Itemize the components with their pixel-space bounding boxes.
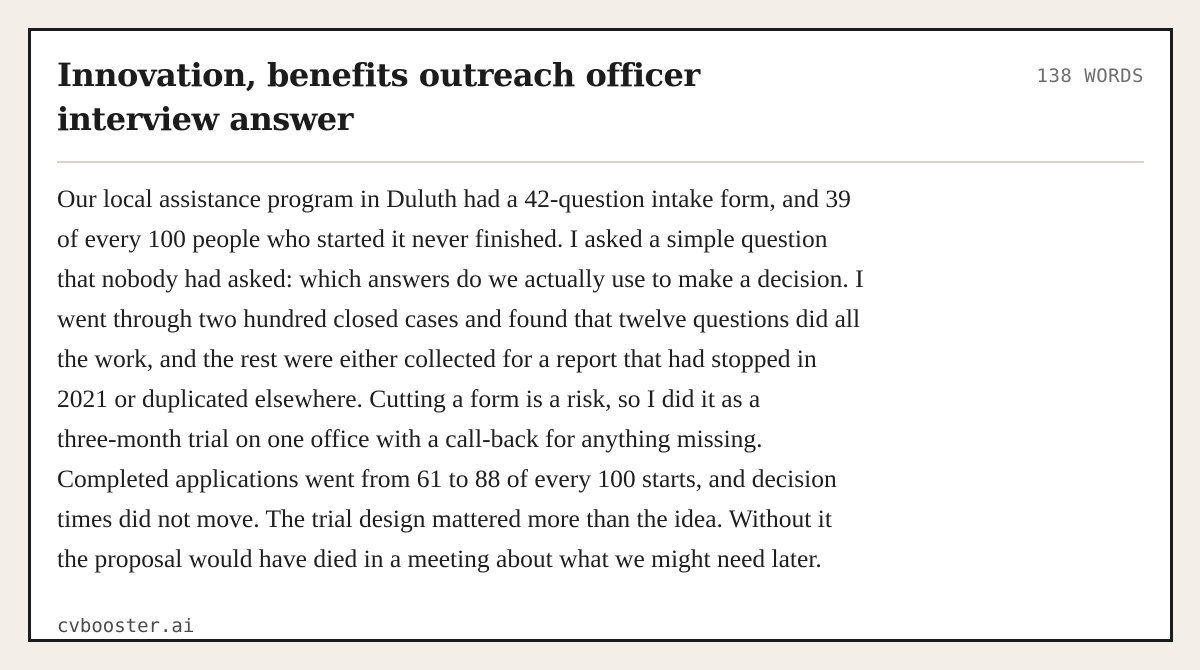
answer-line: the proposal would have died in a meeting about what we might need later. bbox=[57, 544, 822, 573]
answer-line: the work, and the rest were either collected for a report that had stopped in bbox=[57, 344, 817, 373]
answer-line: times did not move. The trial design mattered more than the idea. Without it bbox=[57, 504, 832, 533]
answer-line: that nobody had asked: which answers do we actually use to make a decision. I bbox=[57, 264, 864, 293]
answer-body bbox=[57, 179, 1017, 579]
answer-line: went through two hundred closed cases and found that twelve questions did all bbox=[57, 304, 861, 333]
answer-title: Innovation, benefits outreach officer interview answer bbox=[57, 56, 700, 138]
answer-line: of every 100 people who started it never finished. I asked a simple question bbox=[57, 224, 828, 253]
header-divider bbox=[57, 161, 1144, 163]
answer-line: Completed applications went from 61 to 88 of every 100 starts, and decision bbox=[57, 464, 837, 493]
word-count-badge: 138 WORDS bbox=[1036, 65, 1144, 87]
card-header bbox=[57, 53, 1144, 163]
answer-line: 2021 or duplicated elsewhere. Cutting a form is a risk, so I did it as a bbox=[57, 384, 761, 413]
site-watermark: cvbooster.ai bbox=[57, 615, 195, 637]
answer-card bbox=[28, 28, 1173, 642]
answer-line: three-month trial on one office with a call-back for anything missing. bbox=[57, 424, 763, 453]
answer-line: Our local assistance program in Duluth had a 42-question intake form, and 39 bbox=[57, 184, 851, 213]
